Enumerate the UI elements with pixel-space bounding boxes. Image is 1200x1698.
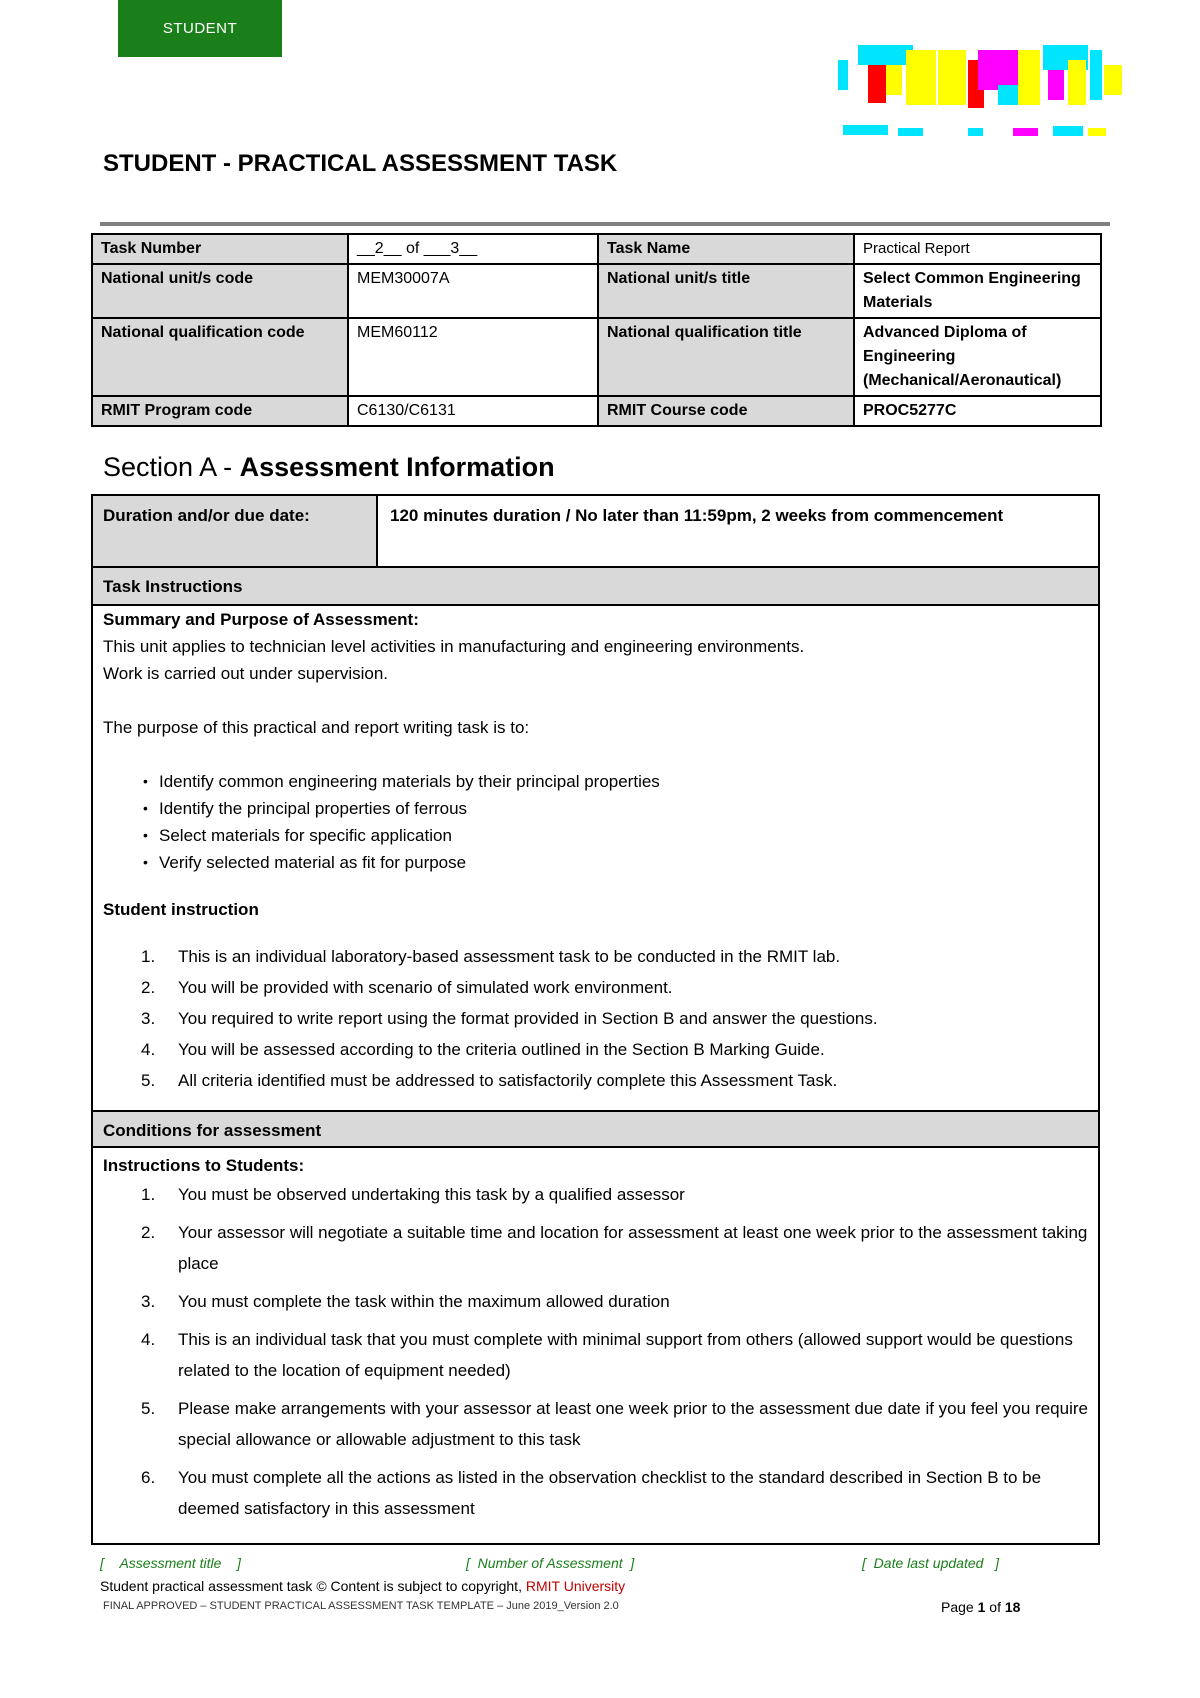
list-item: • Identify common engineering materials by their principal properties <box>103 768 1088 795</box>
list-item: 5. All criteria identified must be addressed to satisfactorily complete this Assessment Task. <box>141 1071 838 1090</box>
conditions-body <box>93 1152 1098 1524</box>
footer-copyright <box>100 1578 625 1594</box>
qualification-code-label: National qualification code <box>92 318 348 396</box>
list-item: 5. Please make arrangements with your assessor at least one week prior to the assessment due date if you feel you require special allowance or allowable adjustment to this task <box>141 1399 1088 1449</box>
list-item: • Verify selected material as fit for purpose <box>103 849 1088 876</box>
summary-heading: Summary and Purpose of Assessment: <box>103 610 419 629</box>
page-current: 1 <box>977 1599 986 1615</box>
footer-number-of-assessment: [ Number of Assessment ] <box>466 1555 635 1571</box>
list-item: 2. You will be provided with scenario of simulated work environment. <box>141 978 673 997</box>
item-text: You will be provided with scenario of simulated work environment. <box>178 978 673 997</box>
page-of: of <box>989 1599 1001 1615</box>
program-code-value: C6130/C6131 <box>348 396 598 426</box>
summary-line: Work is carried out under supervision. <box>103 664 389 683</box>
item-text: You must complete all the actions as listed in the observation checklist to the standard described in Section B to be deemed satisfactory in this assessment <box>178 1468 1042 1518</box>
list-item: 4. This is an individual task that you must complete with minimal support from others (allowed support would be questions related to the location of equipment needed) <box>141 1330 1073 1380</box>
task-instructions-body <box>93 606 1098 1096</box>
assessment-info-box <box>91 494 1100 1545</box>
list-item: • Identify the principal properties of ferrous <box>103 795 1088 822</box>
list-item: • Select materials for specific application <box>103 822 1088 849</box>
course-code-label: RMIT Course code <box>598 396 854 426</box>
list-item: 3. You must complete the task within the maximum allowed duration <box>141 1292 670 1311</box>
course-code-value: PROC5277C <box>854 396 1101 426</box>
unit-title-label: National unit/s title <box>598 264 854 318</box>
purpose-list <box>103 768 1088 876</box>
footer-template-version: FINAL APPROVED – STUDENT PRACTICAL ASSESSMENT TASK TEMPLATE – June 2019_Version 2.0 <box>103 1600 619 1612</box>
task-info-table <box>91 233 1102 427</box>
unit-code-label: National unit/s code <box>92 264 348 318</box>
list-item: 1. You must be observed undertaking this task by a qualified assessor <box>141 1185 685 1204</box>
table-row <box>92 318 1101 396</box>
purpose-intro: The purpose of this practical and report writing task is to: <box>103 718 530 737</box>
page-title: STUDENT - PRACTICAL ASSESSMENT TASK <box>103 150 618 177</box>
footer-date-last-updated: [ Date last updated ] <box>862 1555 999 1571</box>
instructions-heading: Instructions to Students: <box>103 1156 305 1175</box>
conditions-header: Conditions for assessment <box>93 1110 1098 1148</box>
program-code-label: RMIT Program code <box>92 396 348 426</box>
item-text: This is an individual task that you must complete with minimal support from others (allowed support would be questions related to the location of equipment needed) <box>178 1330 1073 1380</box>
item-text: All criteria identified must be addressed to satisfactorily complete this Assessment Task. <box>178 1071 838 1090</box>
task-name-value: Practical Report <box>854 234 1101 264</box>
task-number-value: __2__ of ___3__ <box>348 234 598 264</box>
conditions-list <box>103 1179 1088 1524</box>
qualification-code-value: MEM60112 <box>348 318 598 396</box>
list-item: 6. You must complete all the actions as listed in the observation checklist to the standard described in Section B to be deemed satisfactory in this assessment <box>141 1468 1042 1518</box>
qualification-title-value: Advanced Diploma of Engineering (Mechanical/Aeronautical) <box>854 318 1101 396</box>
rmit-university-text: RMIT University <box>525 1578 626 1594</box>
list-item: 1. This is an individual laboratory-based assessment task to be conducted in the RMIT lab. <box>141 947 841 966</box>
task-name-label: Task Name <box>598 234 854 264</box>
duration-value: 120 minutes duration / No later than 11:59pm, 2 weeks from commencement <box>390 506 1004 525</box>
item-text: This is an individual laboratory-based assessment task to be conducted in the RMIT lab. <box>178 947 841 966</box>
section-a-heading <box>103 452 555 483</box>
item-text: You required to write report using the format provided in Section B and answer the questions. <box>178 1009 878 1028</box>
title-divider <box>100 222 1110 226</box>
item-text: You must be observed undertaking this task by a qualified assessor <box>178 1185 685 1204</box>
item-text: You must complete the task within the maximum allowed duration <box>178 1292 670 1311</box>
unit-title-value: Select Common Engineering Materials <box>854 264 1101 318</box>
item-text: Please make arrangements with your assessor at least one week prior to the assessment due date if you feel you require special allowance or allowable adjustment to this task <box>178 1399 1088 1449</box>
table-row <box>92 264 1101 318</box>
unit-code-value: MEM30007A <box>348 264 598 318</box>
table-row <box>92 234 1101 264</box>
summary-line: This unit applies to technician level activities in manufacturing and engineering environments. <box>103 637 805 656</box>
date-last-updated-text: Date last updated <box>873 1555 984 1571</box>
table-row <box>92 396 1101 426</box>
student-instruction-list <box>103 941 1088 1096</box>
section-a-prefix: Section A - <box>103 452 240 482</box>
copyright-text: Student practical assessment task © Content is subject to copyright, <box>100 1578 522 1594</box>
list-item: 4. You will be assessed according to the criteria outlined in the Section B Marking Guide. <box>141 1040 825 1059</box>
student-tab: STUDENT <box>118 0 282 57</box>
duration-label: Duration and/or due date: <box>93 496 378 566</box>
list-item: 2. Your assessor will negotiate a suitable time and location for assessment at least one week prior to the assessment taking place <box>141 1223 1088 1273</box>
number-of-assessment-text: Number of Assessment <box>477 1555 623 1571</box>
item-text: You will be assessed according to the criteria outlined in the Section B Marking Guide. <box>178 1040 825 1059</box>
rmit-logo <box>838 40 1138 150</box>
student-instruction-heading: Student instruction <box>103 900 259 919</box>
page-total: 18 <box>1004 1599 1021 1615</box>
page-label: Page <box>941 1599 974 1615</box>
item-text: Your assessor will negotiate a suitable time and location for assessment at least one week prior to the assessment taking place <box>178 1223 1088 1273</box>
page-number <box>941 1599 1020 1615</box>
task-instructions-header: Task Instructions <box>93 568 1098 606</box>
section-a-title: Assessment Information <box>239 452 555 482</box>
duration-row <box>93 496 1098 568</box>
list-item: 3. You required to write report using the format provided in Section B and answer the questions. <box>141 1009 878 1028</box>
task-number-label: Task Number <box>92 234 348 264</box>
footer-assessment-title: [ Assessment title ] <box>100 1555 241 1571</box>
assessment-title-text: Assessment title <box>119 1555 222 1571</box>
qualification-title-label: National qualification title <box>598 318 854 396</box>
